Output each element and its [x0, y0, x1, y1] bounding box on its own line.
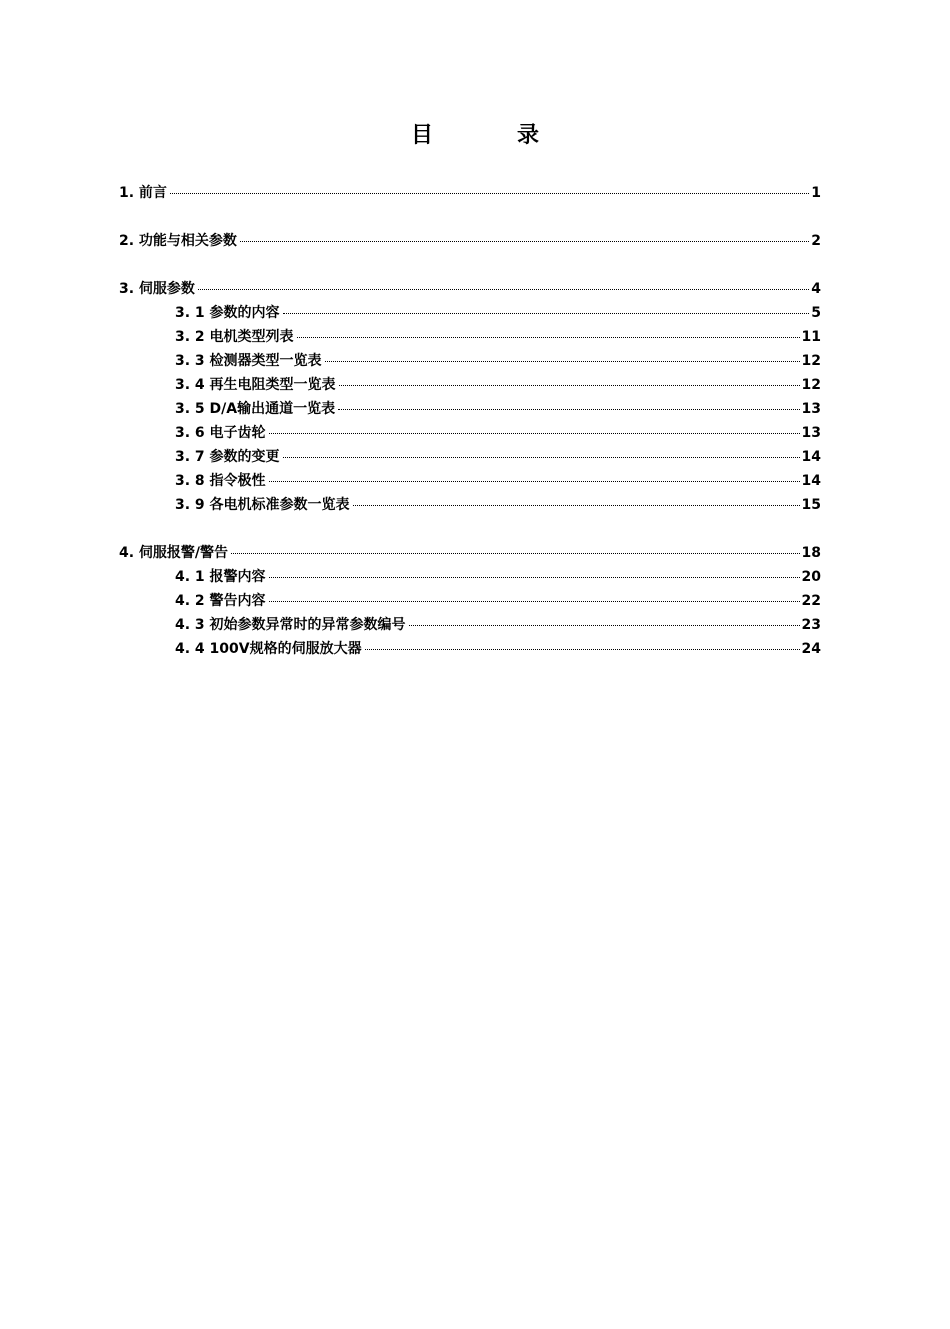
toc-dot-leader — [353, 504, 800, 506]
toc-entry-page: 12 — [801, 353, 821, 369]
toc-entry-label: 3. 9 各电机标准参数一览表 — [175, 497, 350, 513]
toc-dot-leader — [269, 600, 800, 602]
toc-dot-leader — [338, 408, 799, 410]
toc-entry-label: 3. 6 电子齿轮 — [175, 425, 266, 441]
toc-dot-leader — [269, 432, 800, 434]
toc-entry-4-2[interactable] — [119, 589, 821, 613]
toc-dot-leader — [283, 312, 810, 314]
toc-entry-2[interactable] — [119, 229, 821, 253]
toc-spacer — [119, 517, 821, 541]
toc-spacer — [119, 205, 821, 229]
toc-entry-page: 13 — [801, 425, 821, 441]
toc-dot-leader — [339, 384, 800, 386]
toc-entry-4-1[interactable] — [119, 565, 821, 589]
toc-entry-4[interactable] — [119, 541, 821, 565]
toc-entry-page: 22 — [801, 593, 821, 609]
toc-entry-page: 2 — [811, 233, 821, 249]
toc-entry-label: 3. 8 指令极性 — [175, 473, 266, 489]
toc-entry-page: 24 — [801, 641, 821, 657]
toc-entry-page: 18 — [801, 545, 821, 561]
toc-dot-leader — [170, 192, 809, 194]
toc-dot-leader — [283, 456, 800, 458]
toc-dot-leader — [269, 480, 800, 482]
toc-entry-label: 3. 1 参数的内容 — [175, 305, 280, 321]
toc-entry-label: 3. 2 电机类型列表 — [175, 329, 294, 345]
toc-entry-page: 5 — [811, 305, 821, 321]
toc-entry-page: 20 — [801, 569, 821, 585]
toc-entry-page: 14 — [801, 449, 821, 465]
toc-entry-3-4[interactable] — [119, 373, 821, 397]
toc-entry-label: 4. 3 初始参数异常时的异常参数编号 — [175, 617, 406, 633]
toc-entry-4-3[interactable] — [119, 613, 821, 637]
toc-entry-label: 3. 7 参数的变更 — [175, 449, 280, 465]
page-title — [0, 118, 950, 149]
toc-dot-leader — [269, 576, 800, 578]
toc-entry-3-9[interactable] — [119, 493, 821, 517]
toc-entry-label: 4. 伺服报警/警告 — [119, 545, 229, 561]
toc-dot-leader — [365, 648, 800, 650]
toc-entry-3-5[interactable] — [119, 397, 821, 421]
toc-entry-page: 15 — [801, 497, 821, 513]
title-char-left: 目 — [410, 123, 433, 148]
toc-entry-page: 1 — [811, 185, 821, 201]
table-of-contents — [119, 181, 821, 661]
toc-spacer — [119, 253, 821, 277]
toc-entry-page: 12 — [801, 377, 821, 393]
toc-entry-1[interactable] — [119, 181, 821, 205]
toc-entry-label: 3. 5 D/A输出通道一览表 — [175, 401, 336, 417]
toc-entry-label: 3. 4 再生电阻类型一览表 — [175, 377, 336, 393]
toc-dot-leader — [231, 552, 799, 554]
toc-dot-leader — [198, 288, 809, 290]
toc-entry-page: 14 — [801, 473, 821, 489]
title-char-right: 录 — [517, 123, 540, 148]
toc-entry-label: 3. 伺服参数 — [119, 281, 195, 297]
toc-entry-label: 4. 2 警告内容 — [175, 593, 266, 609]
toc-entry-label: 4. 4 100V规格的伺服放大器 — [175, 641, 362, 657]
toc-entry-label: 2. 功能与相关参数 — [119, 233, 237, 249]
toc-entry-page: 11 — [801, 329, 821, 345]
toc-entry-page: 23 — [801, 617, 821, 633]
toc-entry-3-1[interactable] — [119, 301, 821, 325]
toc-entry-3-6[interactable] — [119, 421, 821, 445]
toc-entry-label: 3. 3 检测器类型一览表 — [175, 353, 322, 369]
toc-entry-3-2[interactable] — [119, 325, 821, 349]
toc-entry-3-8[interactable] — [119, 469, 821, 493]
toc-entry-page: 4 — [811, 281, 821, 297]
toc-entry-4-4[interactable] — [119, 637, 821, 661]
toc-entry-label: 4. 1 报警内容 — [175, 569, 266, 585]
toc-dot-leader — [240, 240, 809, 242]
toc-entry-page: 13 — [801, 401, 821, 417]
toc-dot-leader — [297, 336, 800, 338]
toc-dot-leader — [409, 624, 800, 626]
toc-entry-3-7[interactable] — [119, 445, 821, 469]
toc-entry-3-3[interactable] — [119, 349, 821, 373]
toc-entry-label: 1. 前言 — [119, 185, 167, 201]
toc-dot-leader — [325, 360, 800, 362]
toc-entry-3[interactable] — [119, 277, 821, 301]
